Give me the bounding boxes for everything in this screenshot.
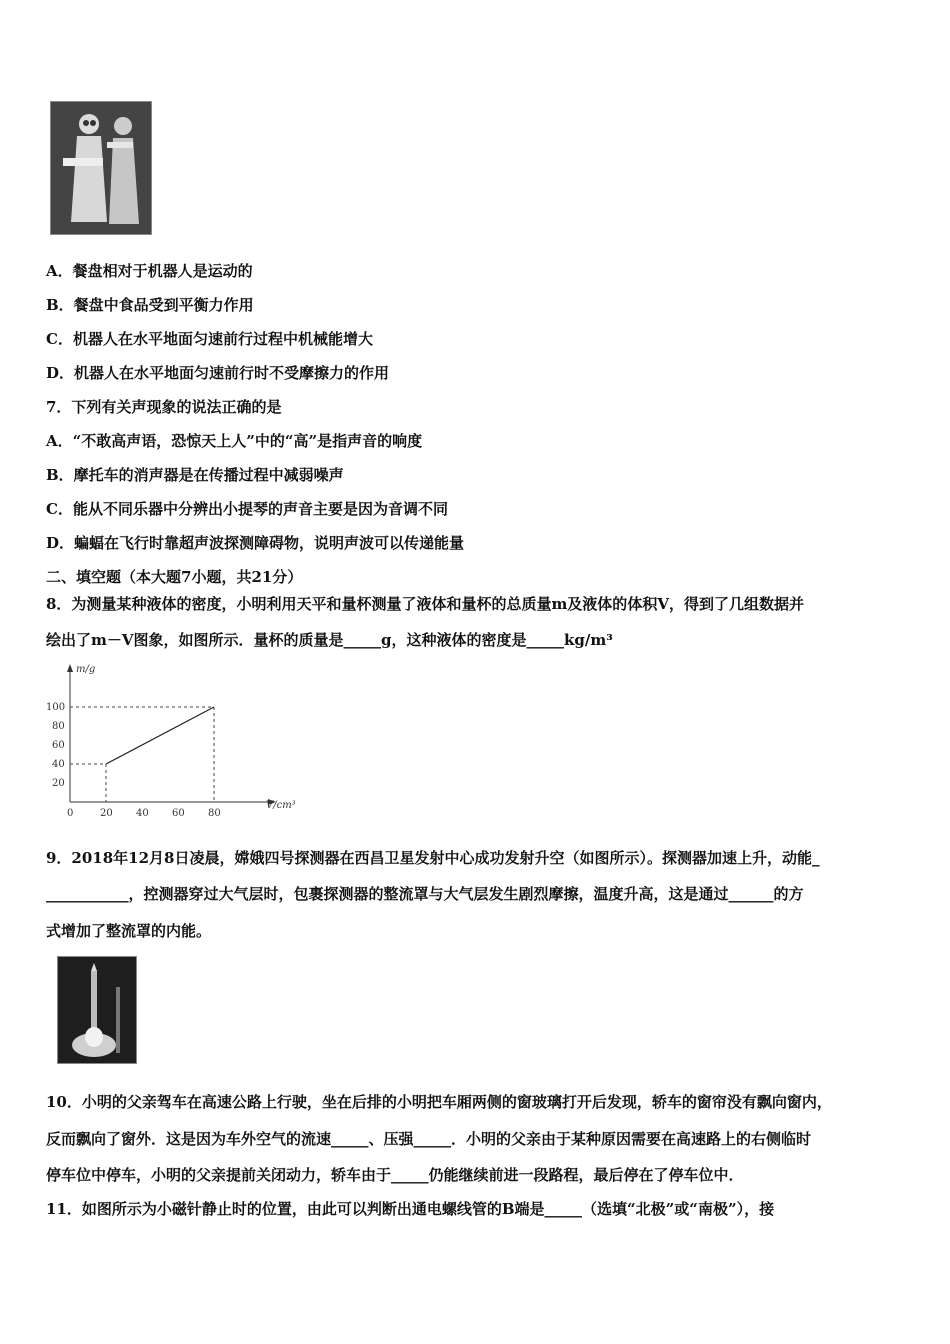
q7-stem: 7．下列有关声现象的说法正确的是 <box>46 398 282 416</box>
rocket-illustration <box>58 957 136 1063</box>
chart-axes <box>67 664 276 805</box>
chart-ticks <box>46 702 221 819</box>
q6-option-b: B．餐盘中食品受到平衡力作用 <box>46 296 254 314</box>
x-tick-label: 20 <box>100 808 113 819</box>
series-line <box>106 707 214 764</box>
q11-line1: 11．如图所示为小磁针静止时的位置，由此可以判断出通电螺线管的B端是_____（选填“北极”或“南极”），接 <box>46 1200 775 1218</box>
q7-option-d: D．蝙蝠在飞行时靠超声波探测障碍物，说明声波可以传递能量 <box>46 534 465 552</box>
y-tick-label: 100 <box>46 702 66 713</box>
chart-guides <box>70 707 214 802</box>
x-tick-label: 40 <box>136 808 149 819</box>
q10-line3: 停车位中停车，小明的父亲提前关闭动力，轿车由于_____仍能继续前进一段路程，最后停在了停车位中． <box>46 1166 744 1184</box>
y-tick-label: 80 <box>52 721 65 732</box>
q7-option-a: A．“不敢高声语，恐惊天上人”中的“高”是指声音的响度 <box>46 432 423 450</box>
q9-line2: ___________，控测器穿过大气层时，包裹探测器的整流罩与大气层发生剧烈摩擦，温度升高，这是通过______的方 <box>46 885 804 903</box>
m-v-chart <box>44 660 314 820</box>
robot-waiter-photo <box>50 101 152 235</box>
q8-line1: 8．为测量某种液体的密度，小明利用天平和量杯测量了液体和量杯的总质量m及液体的体积V，得到了几组数据并 <box>46 595 804 613</box>
q9-line1: 9．2018年12月8日凌晨，嫦娥四号探测器在西昌卫星发射中心成功发射升空（如图所示）。探测器加速上升，动能_ <box>46 849 820 867</box>
x-axis-label: V/cm³ <box>266 800 296 811</box>
rocket-launch-photo <box>57 956 137 1064</box>
x-tick-label: 0 <box>67 808 74 819</box>
q7-option-b: B．摩托车的消声器是在传播过程中减弱噪声 <box>46 466 344 484</box>
q6-option-d: D．机器人在水平地面匀速前行时不受摩擦力的作用 <box>46 364 390 382</box>
q7-option-c: C．能从不同乐器中分辨出小提琴的声音主要是因为音调不同 <box>46 500 448 518</box>
x-tick-label: 80 <box>208 808 221 819</box>
x-tick-label: 60 <box>172 808 185 819</box>
q6-option-a: A．餐盘相对于机器人是运动的 <box>46 262 253 280</box>
q6-option-c: C．机器人在水平地面匀速前行过程中机械能增大 <box>46 330 373 348</box>
y-tick-label: 20 <box>52 778 65 789</box>
section-heading: 二、填空题（本大题7小题，共21分） <box>46 568 303 586</box>
y-axis-label: m/g <box>76 664 96 675</box>
q8-line2: 绘出了m－V图象，如图所示．量杯的质量是_____g，这种液体的密度是_____kg/m³ <box>46 631 613 649</box>
q10-line2: 反而飘向了窗外．这是因为车外空气的流速_____、压强_____．小明的父亲由于某种原因需要在高速路上的右侧临时 <box>46 1130 812 1148</box>
q10-line1: 10．小明的父亲驾车在高速公路上行驶，坐在后排的小明把车厢两侧的窗玻璃打开后发现，轿车的窗帘没有飘向窗内， <box>46 1093 832 1111</box>
y-tick-label: 60 <box>52 740 65 751</box>
y-tick-label: 40 <box>52 759 65 770</box>
q9-line3: 式增加了整流罩的内能。 <box>46 922 212 940</box>
y-axis-arrow <box>67 664 73 672</box>
robot-illustration <box>51 102 151 234</box>
